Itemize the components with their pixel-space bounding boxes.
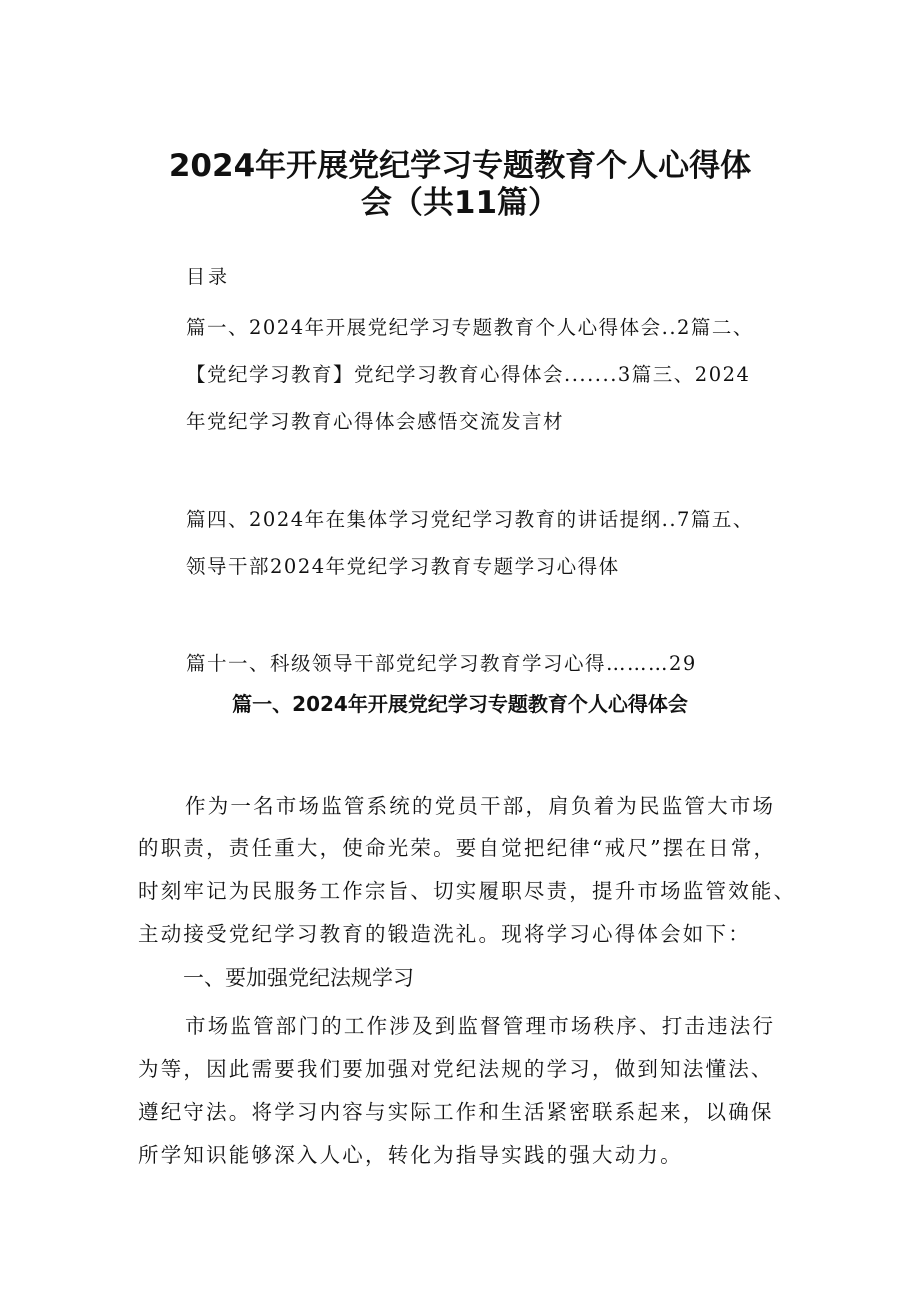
- section-heading: 一、要加强党纪法规学习: [183, 966, 414, 990]
- intro-paragraph-line: 时刻牢记为民服务工作宗旨、切实履职尽责，提升市场监管效能、: [138, 879, 797, 903]
- document-title-line-2: 会（共11篇）: [360, 185, 560, 221]
- toc-label: 目录: [186, 266, 231, 288]
- body-paragraph-line: 市场监管部门的工作涉及到监督管理市场秩序、打击违法行: [185, 1014, 776, 1038]
- toc-line: 篇十一、科级领导干部党纪学习教育学习心得………29: [186, 652, 697, 675]
- toc-line: 年党纪学习教育心得体会感悟交流发言材: [186, 410, 565, 433]
- toc-line: 【党纪学习教育】党纪学习教育心得体会.......3篇三、2024: [186, 363, 751, 386]
- document-title-line-1: 2024年开展党纪学习专题教育个人心得体: [168, 148, 752, 184]
- intro-paragraph-line: 作为一名市场监管系统的党员干部，肩负着为民监管大市场: [185, 794, 776, 818]
- toc-line: 篇一、2024年开展党纪学习专题教育个人心得体会..2篇二、: [186, 316, 754, 339]
- intro-paragraph-line: 的职责，责任重大，使命光荣。要自觉把纪律“戒尺”摆在日常，: [138, 836, 777, 860]
- body-paragraph-line: 遵纪守法。将学习内容与实际工作和生活紧密联系起来，以确保: [138, 1100, 774, 1124]
- section-title: 篇一、2024年开展党纪学习专题教育个人心得体会: [232, 692, 688, 716]
- body-paragraph-line: 所学知识能够深入人心，转化为指导实践的强大动力。: [138, 1143, 683, 1167]
- toc-line: 领导干部2024年党纪学习教育专题学习心得体: [186, 555, 620, 578]
- intro-paragraph-line: 主动接受党纪学习教育的锻造洗礼。现将学习心得体会如下：: [138, 922, 751, 946]
- body-paragraph-line: 为等，因此需要我们要加强对党纪法规的学习，做到知法懂法、: [138, 1057, 774, 1081]
- toc-line: 篇四、2024年在集体学习党纪学习教育的讲话提纲..7篇五、: [186, 508, 754, 531]
